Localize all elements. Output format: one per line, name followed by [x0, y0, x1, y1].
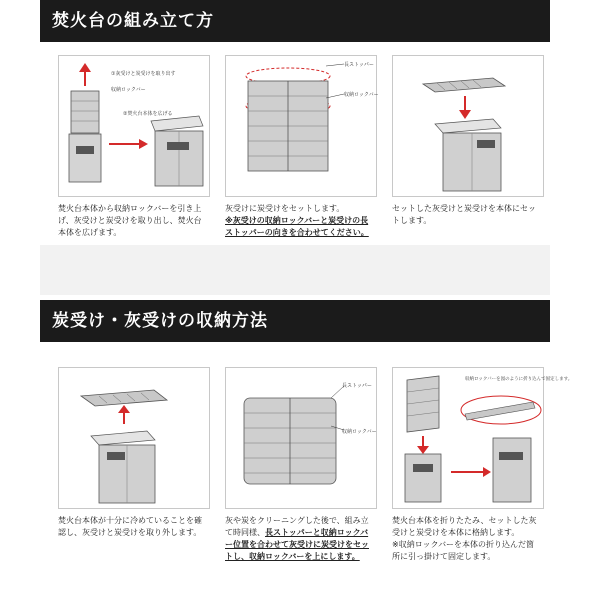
assembly-title-bar	[40, 0, 550, 42]
storage-step-2-drawing	[226, 368, 376, 508]
storage-step-1	[58, 367, 210, 539]
assembly-step-3-drawing	[393, 56, 543, 196]
storage-step-3-caption	[392, 515, 544, 563]
label-lock-bar: 収納ロックバー	[111, 87, 146, 93]
storage-step-3-text: 焚火台本体を折りたたみ、セットした灰受けと炭受けを本体に格納します。	[392, 516, 537, 537]
assembly-step-3	[392, 55, 544, 227]
assembly-step-1-drawing	[59, 56, 209, 196]
label-lock-bar: 収納ロックバー	[344, 92, 379, 98]
storage-step-1-drawing	[59, 368, 209, 508]
label-long-stopper: 長ストッパー	[344, 62, 374, 68]
storage-step-2-text: 灰や炭をクリーニングした後で、組み立て時同様、	[225, 516, 369, 537]
assembly-step-2-caption	[225, 203, 377, 239]
assembly-step-2-note: ※灰受けの収納ロックバーと炭受けの長ストッパーの向きを合わせてください。	[225, 216, 369, 237]
divider-band	[40, 245, 550, 295]
label-lock-bar-fold: 収納ロックバーを図のように折り込んで固定します。	[465, 377, 573, 382]
assembly-title: 焚火台の組み立て方	[52, 11, 214, 31]
storage-step-3-note: ※収納ロックバーを本体の折り込んだ箇所に引っ掛けて固定します。	[392, 540, 535, 561]
assembly-step-2	[225, 55, 377, 239]
storage-step-2-caption	[225, 515, 377, 563]
assembly-step-1-caption: 焚火台本体から収納ロックバーを引き上げ、灰受けと炭受けを取り出し、焚火台本体を広げます。	[58, 204, 202, 237]
assembly-step-2-text: 灰受けに炭受けをセットします。	[225, 204, 345, 213]
storage-step-3-drawing	[393, 368, 543, 508]
assembly-step-3-caption: セットした灰受けと炭受けを本体にセットします。	[392, 204, 536, 225]
storage-step-1-illustration	[58, 367, 210, 509]
assembly-step-2-drawing	[226, 56, 376, 196]
storage-title: 炭受け・灰受けの収納方法	[52, 311, 268, 331]
storage-step-2	[225, 367, 377, 563]
label-remove-plates: ①灰受けと炭受けを取り出す	[111, 71, 176, 77]
label-lock-bar: 収納ロックバー	[342, 429, 377, 435]
storage-step-2-illustration	[225, 367, 377, 509]
assembly-step-1	[58, 55, 210, 239]
assembly-step-3-illustration	[392, 55, 544, 197]
assembly-step-1-illustration	[58, 55, 210, 197]
storage-step-1-caption: 焚火台本体が十分に冷めていることを確認し、灰受けと炭受けを取り外します。	[58, 516, 202, 537]
label-long-stopper: 長ストッパー	[342, 383, 372, 389]
storage-step-3	[392, 367, 573, 563]
label-open-body: ②焚火台本体を広げる	[123, 111, 173, 117]
assembly-step-2-illustration	[225, 55, 377, 197]
storage-step-2-note: 長ストッパーと収納ロックバー位置を合わせて灰受けに炭受けをセットし、収納ロックバーを上にします。	[225, 528, 369, 561]
storage-title-bar	[40, 300, 550, 342]
storage-step-3-illustration	[392, 367, 573, 509]
